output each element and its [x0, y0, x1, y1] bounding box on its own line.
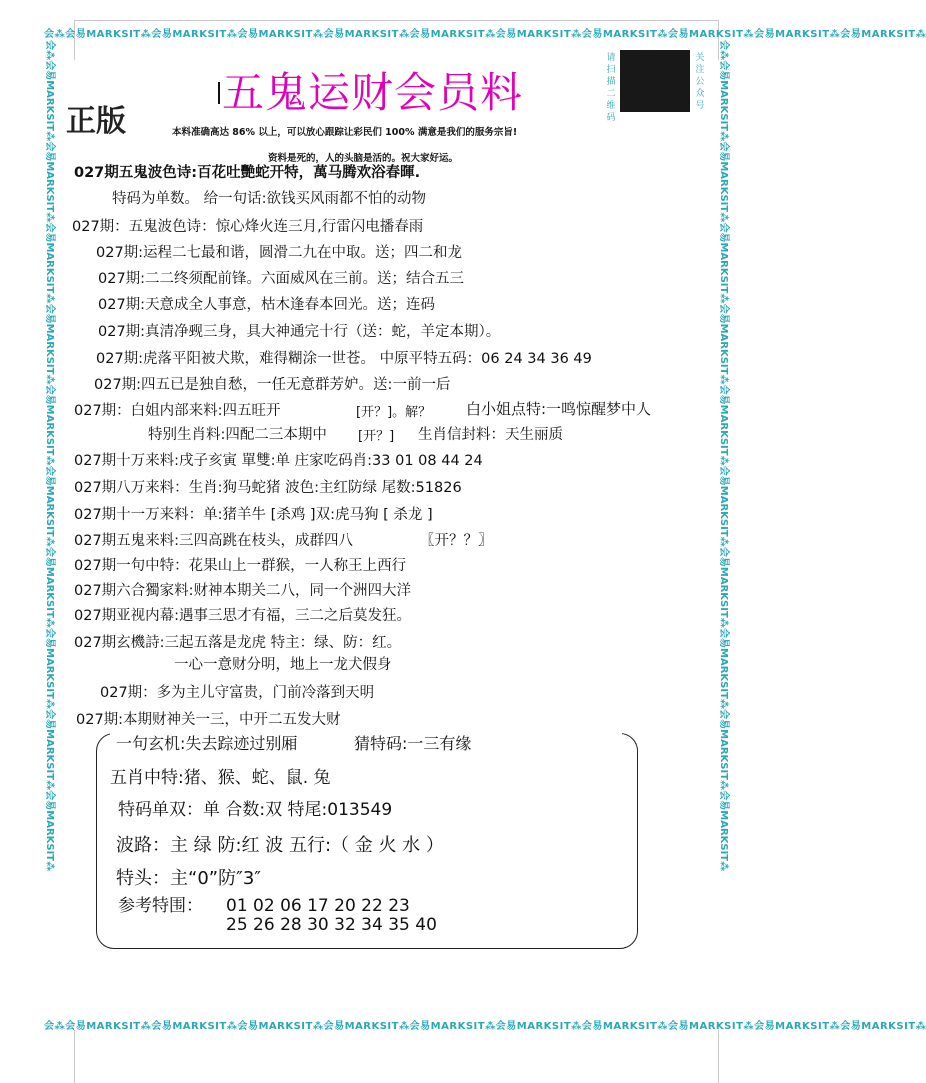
line-tebie: 特别生肖料:四配二三本期中: [148, 427, 327, 443]
line-erer: 027期:二二终须配前锋。六面威风在三前。送；结合五三: [98, 271, 465, 287]
box-ref-row1: 01 02 06 17 20 22 23: [226, 896, 410, 916]
qr-right-label: 关注公众号: [695, 53, 705, 111]
box-wave: 波路：主 绿 防:红 波 五行:（ 金 火 水 ）: [116, 835, 444, 856]
line-xinfeng: 生肖信封料：天生丽质: [418, 427, 563, 443]
box-ref-row2: 25 26 28 30 32 34 35 40: [226, 915, 437, 935]
qr-left-label: 请扫描二维码: [606, 53, 616, 123]
frame-line-top: [74, 20, 718, 21]
line-baijie-kai: [开？]。解？: [356, 405, 432, 420]
border-left-text: 会⁂会易MARKSIT⁂会易MARKSIT⁂会易MARKSIT⁂会易MARKSIT⁂会易MARKSIT⁂会易MARKSIT⁂会易MARKSIT⁂会易MARKSIT⁂会易MARKSIT⁂会易MARKSIT⁂: [44, 40, 55, 872]
tagline-accuracy: 本料准确高达 86% 以上，可以放心跟踪让彩民们 100% 满意是我们的服务宗旨!: [172, 127, 518, 138]
border-top: 会⁂会易MARKSIT⁂会易MARKSIT⁂会易MARKSIT⁂会易MARKSIT⁂会易MARKSIT⁂会易MARKSIT⁂会易MARKSIT⁂会易MARKSIT⁂会易MARKSIT⁂会易MARKSIT⁂: [44, 29, 926, 40]
box-ref-label: 参考特围：: [118, 896, 203, 916]
edition-label: 正版: [66, 104, 126, 139]
line-huluo: 027期:虎落平阳被犬欺，难得糊涂一世苍。 中原平特五码：06 24 34 36 49: [96, 351, 592, 367]
border-right-text: 会⁂会易MARKSIT⁂会易MARKSIT⁂会易MARKSIT⁂会易MARKSIT⁂会易MARKSIT⁂会易MARKSIT⁂会易MARKSIT⁂会易MARKSIT⁂会易MARKSIT⁂会易MARKSIT⁂: [718, 40, 729, 872]
line-bawan: 027期八万来料：生肖:狗马蛇猪 波色:主红防绿 尾数:51826: [74, 480, 462, 496]
line-yuncheng: 027期:运程二七最和谐，圆滑二九在中取。送；四二和龙: [96, 245, 463, 261]
title-cursor-bar: [218, 82, 220, 104]
line-tebie-kai: [开？]: [358, 429, 395, 444]
line-yixin: 一心一意财分明，地上一龙犬假身: [174, 657, 392, 673]
frame-line-left-bottom: [74, 1030, 75, 1083]
line-shiyiwan: 027期十一万来料：单:猪羊牛 [杀鸡 ]双:虎马狗 [ 杀龙 ]: [74, 507, 433, 523]
line-tianyi: 027期:天意成全人事意，枯木逢春本回光。送；连码: [98, 297, 436, 313]
frame-line-right-bottom: [718, 1030, 719, 1083]
line-baixiaojie: 白小姐点特:一鸣惊醒梦中人: [466, 400, 652, 418]
line-duowei: 027期：多为主儿守富贵，门前冷落到天明: [100, 685, 375, 701]
line-wuguibose: 027期五鬼波色诗:百花吐艷蛇开特，萬马腾欢浴春暉.: [74, 165, 421, 181]
line-yashi: 027期亚视内幕:遇事三思才有福，三二之后莫发狂。: [74, 608, 412, 624]
border-right: [716, 40, 730, 1025]
page-title: 五鬼运财会员料: [222, 68, 524, 117]
line-jingxin: 027期：五鬼波色诗：惊心烽火连三月,行雷闪电播春雨: [72, 219, 424, 235]
qr-code: [620, 50, 690, 112]
line-shiwan: 027期十万来料:戌子亥寅 單雙:单 庄家吃码肖:33 01 08 44 24: [74, 453, 483, 469]
line-baijie: 027期：白姐内部来料:四五旺开: [74, 403, 281, 419]
border-bottom: 会⁂会易MARKSIT⁂会易MARKSIT⁂会易MARKSIT⁂会易MARKSIT⁂会易MARKSIT⁂会易MARKSIT⁂会易MARKSIT⁂会易MARKSIT⁂会易MARKSIT⁂会易MARKSIT⁂: [44, 1021, 926, 1032]
tagline-luck: 资料是死的，人的头脑是活的。祝大家好运。: [268, 153, 459, 164]
line-zhenqing: 027期:真清净觋三身，具大神通完十行（送：蛇，羊定本期）。: [98, 324, 501, 340]
box-riddle: 一句玄机:失去踪迹过别厢: [116, 734, 298, 753]
box-single-double: 特码单双：单 合数:双 特尾:013549: [118, 800, 393, 820]
line-caishen: 027期:本期财神关一三，中开二五发大财: [76, 712, 341, 728]
box-five-zodiac: 五肖中特:猪、猴、蛇、鼠. 兔: [110, 768, 331, 788]
line-xuanji: 027期玄機詩:三起五落是龙虎 特主：绿、防：红。: [74, 635, 402, 651]
line-wuguilailiao-kai: 〖开？？〗: [420, 533, 493, 549]
line-yiju: 027期一句中特：花果山上一群猴，一人称王上西行: [74, 558, 407, 574]
box-head: 特头：主“0”防″3″: [116, 868, 262, 889]
box-guess: 猜特码:一三有缘: [354, 734, 472, 753]
line-tema-danshu: 特码为单数。 给一句话:欲钱买风雨都不怕的动物: [112, 191, 426, 207]
line-wuguilailiao: 027期五鬼来料:三四高跳在枝头，成群四八: [74, 533, 354, 549]
border-left: [42, 40, 56, 1025]
line-liuhe: 027期六合獨家料:财神本期关二八，同一个洲四大洋: [74, 583, 412, 599]
line-siwu: 027期:四五已是独自愁，一任无意群芳妒。送:一前一后: [94, 377, 451, 393]
